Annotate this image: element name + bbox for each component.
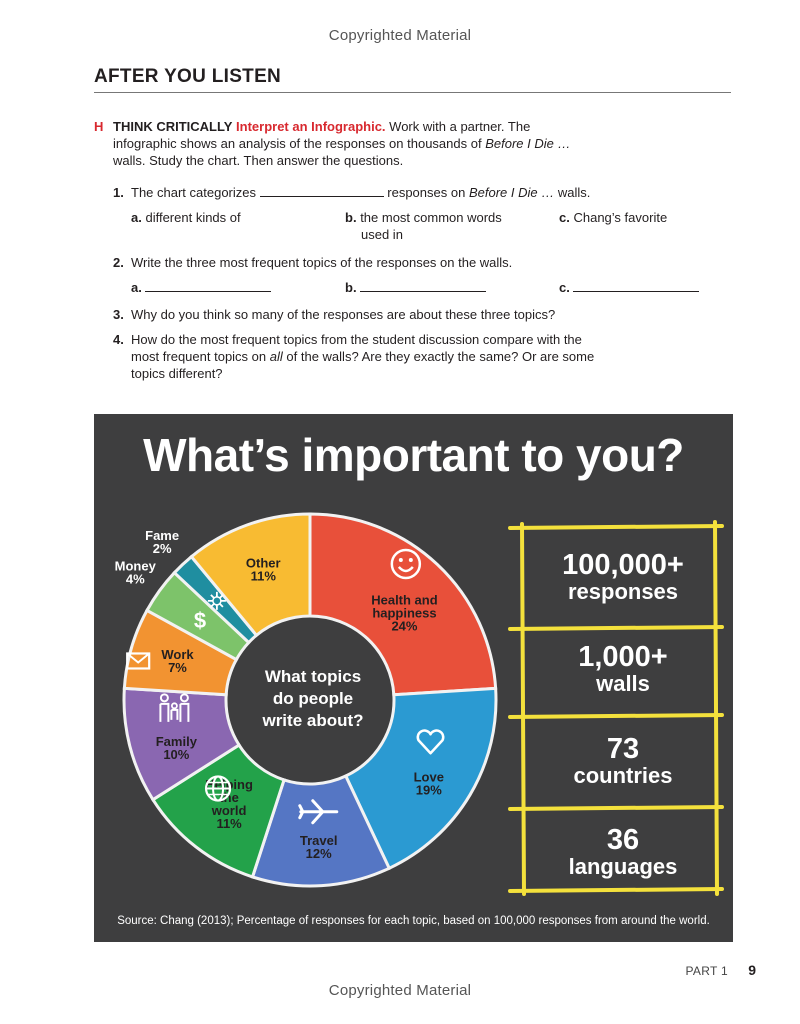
label-fame: Fame 2% [145,528,180,557]
q4-line-1: How do the most frequent topics from the student discussion compare with the [131,332,582,347]
label-helping-world: Helping the world 11% [205,776,253,831]
q1-blank[interactable] [260,184,384,197]
option-text: different kinds of [145,210,241,225]
q2-blank-b[interactable] [360,279,486,292]
question-1 [113,184,733,201]
question-number: 4. [113,332,124,347]
label-family: Family 10% [155,733,197,762]
option-text: Chang’s favorite [573,210,668,225]
center-line-2: do people [272,689,354,708]
q1-text-before: The chart categorizes [131,185,257,200]
activity-intro-2: infographic shows an analysis of the responses on thousands of [113,136,482,151]
q1-text-after: responses on [387,185,466,200]
activity-instructions [94,118,734,169]
q2-answer-b [345,279,486,296]
question-3 [113,306,733,323]
question-4 [113,331,733,382]
dollar-icon [194,608,206,633]
page-number: 9 [748,962,756,978]
option-text-line2: used in [361,227,403,242]
q4-line-2-italic: all [269,349,283,364]
frame-line [510,526,722,528]
stat-label: languages [568,854,678,879]
q4-line-2b: of the walls? Are they exactly the same? Or are some [286,349,595,364]
activity-heading: THINK CRITICALLY [113,119,233,134]
question-number: 3. [113,307,124,322]
copyright-notice-bottom: Copyrighted Material [328,982,472,999]
option-label: c. [559,210,570,225]
infographic [94,414,733,942]
q3-text: Why do you think so many of the responses are about these three topics? [131,307,556,322]
option-text: the most common words [360,210,502,225]
q1-option-b[interactable] [345,209,502,243]
frame-line [510,627,722,629]
label-love: Love 19% [413,769,444,798]
q2-text: Write the three most frequent topics of the responses on the walls. [131,255,513,270]
stat-countries [526,734,720,788]
question-2 [113,254,733,271]
copyright-notice-top: Copyrighted Material [328,27,472,44]
q4-line-3: topics different? [131,366,223,381]
q1-text-italic: Before I Die … [468,185,555,200]
q1-option-c[interactable] [559,209,667,226]
activity-intro-1: Work with a partner. The [389,119,531,134]
label-health-happiness: Health and happiness 24% [371,592,438,634]
center-line-3: write about? [262,711,364,730]
footer-part-label: PART 1 [685,964,728,978]
stat-value: 73 [606,733,640,765]
stat-value: 36 [606,824,640,856]
frame-line [510,889,722,891]
frame-line [510,807,722,809]
section-divider [94,92,731,93]
q2-answer-a [131,279,271,296]
q2-answer-c [559,279,699,296]
question-number: 1. [113,185,124,200]
q4-line-2a: most frequent topics on [131,349,267,364]
answer-label: b. [345,280,357,295]
label-work: Work 7% [161,646,194,675]
stat-walls [526,642,720,696]
activity-letter: H [94,119,104,134]
svg-text:$: $ [193,608,207,634]
activity-subheading: Interpret an Infographic. [236,119,386,134]
stat-label: countries [573,763,673,788]
activity-intro-italic: Before I Die … [485,136,571,151]
q1-text-end: walls. [557,185,591,200]
stat-label: responses [567,579,679,604]
option-label: b. [345,210,357,225]
section-title: AFTER YOU LISTEN [94,66,282,87]
donut-center [261,667,363,730]
label-other: Other 11% [245,555,281,584]
q2-blank-a[interactable] [145,279,271,292]
infographic-source: Source: Chang (2013); Percentage of responses for each topic, based on 100,000 responses from around the world. [117,915,710,927]
option-label: a. [131,210,142,225]
label-money: Money 4% [114,558,156,587]
answer-label: a. [131,280,142,295]
stat-label: walls [596,671,650,696]
infographic-title: What’s important to you? [143,429,684,481]
activity-intro-4: walls. Study the chart. Then answer the questions. [113,153,404,168]
q1-option-a[interactable] [131,209,241,226]
question-number: 2. [113,255,124,270]
stat-languages [526,825,720,879]
frame-line [510,715,722,717]
stat-value: 1,000+ [578,641,668,673]
frame-line [522,524,524,894]
stat-responses [526,550,720,604]
answer-label: c. [559,280,570,295]
q2-blank-c[interactable] [573,279,699,292]
center-line-1: What topics [264,667,362,686]
stat-value: 100,000+ [562,549,684,581]
label-travel: Travel 12% [299,833,338,862]
